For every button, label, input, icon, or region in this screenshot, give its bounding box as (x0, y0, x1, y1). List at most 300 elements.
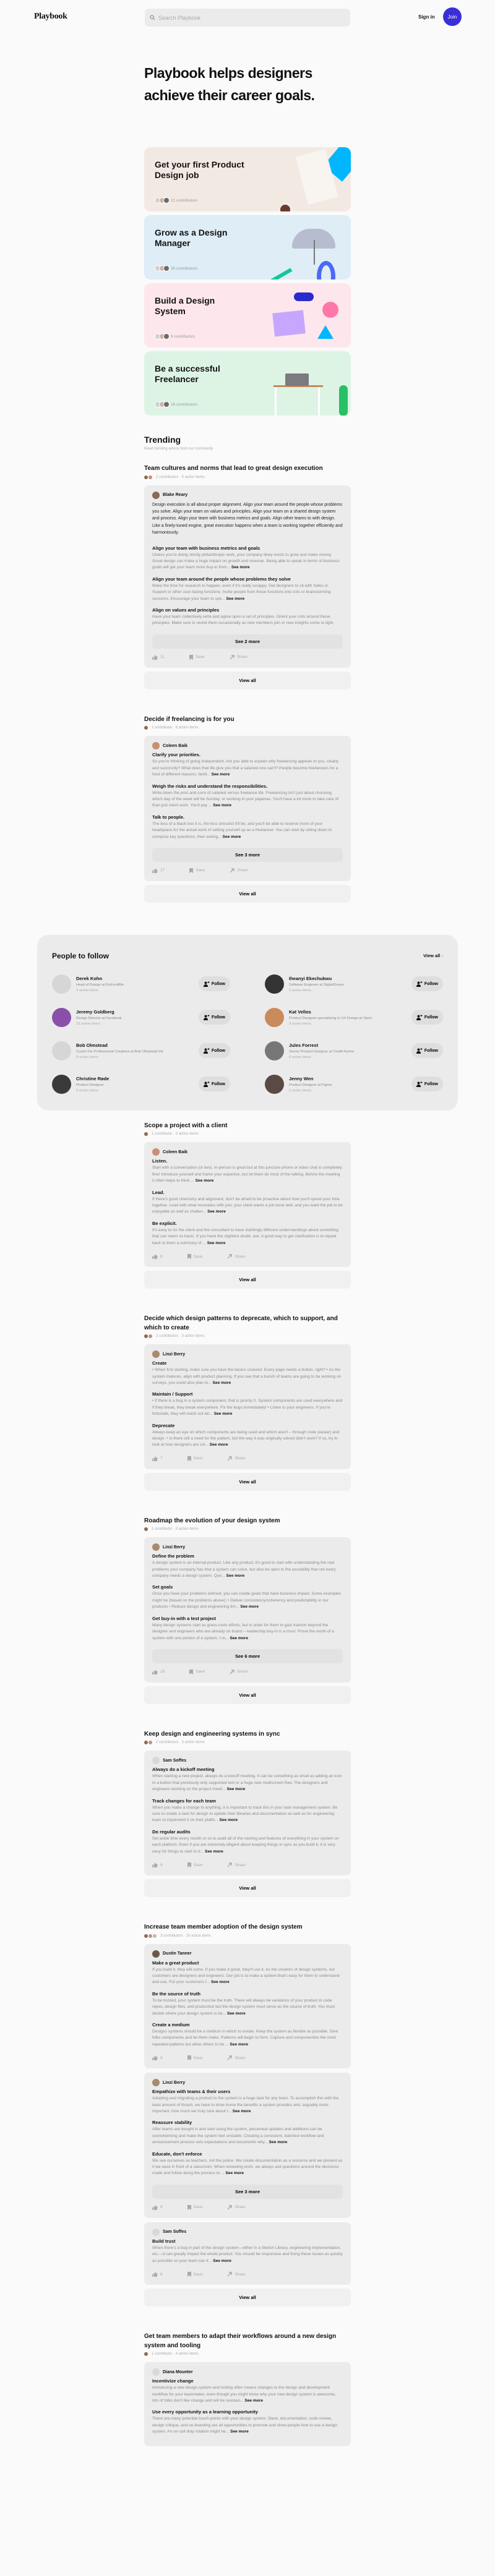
action-item-title[interactable]: Set goals (152, 1584, 173, 1590)
save-button[interactable] (187, 1254, 215, 1259)
see-more-items-button[interactable]: See 3 more (152, 848, 343, 862)
action-item-body: Many design systems start as grass-roots efforts, but in order for them to gain traction beyond the designer and engineers who are already on board – leadership buy-in is a must. Prove the worth of a system with one portion of a system. I re... (152, 1623, 334, 1640)
author[interactable] (152, 2079, 343, 2086)
share-button[interactable] (230, 655, 260, 660)
see-more-link[interactable]: See more (226, 2011, 246, 2016)
topic-title[interactable]: Increase team member adoption of the design system (144, 1924, 303, 1931)
goal-title: Build a Design System (155, 296, 215, 316)
follow-label: Follow (211, 1015, 225, 1020)
thumbs-up-icon (152, 1862, 160, 1867)
people-view-all-link[interactable] (423, 953, 443, 958)
action-item-title[interactable]: Be explicit. (152, 1220, 177, 1226)
see-more-link[interactable]: See more (209, 1443, 228, 1448)
contributor-avatars (155, 401, 168, 407)
like-button[interactable] (152, 2272, 175, 2277)
view-all-button[interactable]: View all (144, 885, 351, 903)
action-item-body: Once you have your problems defined, you can create goals that have business impact. Some examples might be (based on the problems above): • Deliver consistency/coherency and predictability in our products • Reduce design and engineering tim... (152, 1592, 341, 1610)
advice-card (144, 1142, 351, 1267)
action-item-title[interactable]: Build trust (152, 2238, 176, 2244)
share-arrow-icon (230, 868, 237, 873)
topic-title[interactable]: Team cultures and norms that lead to great design execution (144, 465, 323, 472)
card-actions (152, 2053, 343, 2063)
person-name[interactable]: Iheanyi Ekechukwu (289, 975, 332, 981)
share-arrow-icon (227, 1254, 235, 1259)
save-button[interactable] (187, 2205, 215, 2210)
header (0, 0, 495, 33)
like-count: 18 (160, 1670, 165, 1674)
add-user-icon (416, 1048, 423, 1054)
topic-title[interactable]: Roadmap the evolution of your design system (144, 1517, 280, 1524)
see-more-link[interactable]: See more (207, 1209, 226, 1214)
view-all-button[interactable]: View all (144, 1879, 351, 1897)
bookmark-icon (189, 1670, 196, 1674)
author[interactable] (152, 1350, 343, 1358)
avatar (144, 726, 148, 730)
author-avatar (152, 1543, 160, 1551)
topic-section (144, 1315, 351, 1491)
action-item (152, 607, 343, 627)
person-avatar[interactable] (52, 1008, 71, 1027)
advice-card (144, 736, 351, 881)
action-item-title[interactable]: Create a medium (152, 2022, 190, 2028)
person-avatar[interactable] (52, 975, 71, 994)
bookmark-icon (187, 2055, 194, 2060)
action-item-body: When there's a bug in part of the design system—either in a Sketch Library, engineering implementation, etc.—it can greatly impact the whole product. You should be responsive and fixing these issues as quickly as possible so your team can tr... (152, 2245, 343, 2263)
follow-label: Follow (424, 981, 438, 986)
like-button[interactable] (152, 2205, 175, 2210)
person-action-count: 2 action items (289, 988, 311, 992)
person-name[interactable]: Christine Røde (76, 1075, 110, 1081)
person-action-count: 23 action items (76, 1021, 100, 1026)
person-role: Head of Design at GoFundMe (76, 983, 124, 987)
action-item (152, 1360, 343, 1386)
contributor-avatars (144, 1527, 148, 1531)
author[interactable] (152, 742, 343, 749)
topic-meta-text: 1 contributor · 3 action items (152, 1132, 199, 1137)
goal-card[interactable] (144, 283, 351, 348)
person-name[interactable]: Derek Kohn (76, 975, 103, 981)
view-all-button[interactable]: View all (144, 1271, 351, 1289)
search-placeholder: Search Playbook (158, 14, 201, 21)
share-button[interactable] (227, 2272, 257, 2277)
add-user-icon (204, 1015, 210, 1020)
like-button[interactable] (152, 1456, 175, 1461)
person-role: Design Director at Facebook (76, 1016, 122, 1020)
share-arrow-icon (230, 1670, 237, 1674)
see-more-link[interactable]: See more (226, 1574, 245, 1579)
follow-button[interactable] (411, 1077, 443, 1091)
action-item-title[interactable]: Listen. (152, 1158, 168, 1164)
person-row (52, 971, 230, 997)
action-item-text (152, 1998, 343, 2017)
action-item-title[interactable]: Align your team with business metrics and goals (152, 545, 260, 551)
add-user-icon (416, 1015, 423, 1020)
share-label: Share (235, 1862, 246, 1867)
author-name: Sam Soffes (163, 2230, 187, 2235)
see-more-link[interactable]: See more (210, 1980, 230, 1985)
see-more-link[interactable]: See more (225, 2171, 244, 2176)
goal-title: Get your first Product Design job (155, 160, 244, 180)
share-button[interactable] (227, 1862, 257, 1867)
action-item-title[interactable]: Deprecate (152, 1422, 175, 1428)
follow-button[interactable] (199, 1010, 230, 1025)
view-all-button[interactable]: View all (144, 672, 351, 689)
action-item-title[interactable]: Align on values and principles (152, 607, 220, 613)
add-user-icon (416, 981, 423, 987)
save-button[interactable] (187, 2055, 215, 2060)
follow-label: Follow (424, 1015, 438, 1020)
share-button[interactable] (227, 1456, 257, 1461)
topic-meta (144, 1334, 351, 1338)
action-item (152, 1798, 343, 1824)
sign-in-link[interactable]: Sign in (418, 14, 435, 20)
page-headline: Playbook helps designers achieve their career goals. (144, 65, 315, 103)
action-item-title[interactable]: Reassure stability (152, 2120, 192, 2126)
action-item (152, 1221, 343, 1247)
join-button[interactable]: Join (443, 7, 462, 26)
follow-button[interactable] (411, 1043, 443, 1058)
action-item-title[interactable]: Create (152, 1360, 167, 1367)
action-item-title[interactable]: Be the source of truth (152, 1990, 200, 1997)
person-name[interactable]: Jules Forrest (289, 1042, 319, 1048)
action-item-text (152, 1196, 343, 1216)
contributor-avatars (144, 2352, 148, 2356)
card-actions (152, 1252, 343, 1261)
action-item-title[interactable]: Do regular audits (152, 1828, 191, 1835)
advice-card (144, 1537, 351, 1683)
action-item-title[interactable]: Talk to people. (152, 814, 184, 820)
topic-title[interactable]: Decide which design patterns to deprecate, which to support, and which to create (144, 1315, 338, 1331)
thumbs-up-icon (152, 868, 160, 873)
see-more-link[interactable]: See more (244, 2398, 264, 2403)
action-item-title[interactable]: Get buy-in with a test project (152, 1615, 216, 1621)
people-title: People to follow (52, 951, 109, 960)
goal-card[interactable] (144, 147, 351, 211)
avatar (148, 1934, 152, 1938)
save-label: Save (193, 1862, 203, 1867)
avatar (153, 1934, 157, 1938)
see-more-link[interactable]: See more (226, 596, 245, 601)
action-item (152, 1553, 343, 1579)
goal-contributors (155, 265, 197, 271)
like-count: 7 (160, 1456, 163, 1461)
action-item-title[interactable]: Incentivize change (152, 2378, 194, 2384)
action-item-title[interactable]: Educate, don't enforce (152, 2151, 202, 2157)
bookmark-icon (187, 1456, 194, 1461)
see-more-link[interactable]: See more (205, 1849, 223, 1854)
share-button[interactable] (227, 2205, 257, 2210)
person-info (76, 976, 199, 992)
share-arrow-icon (230, 655, 237, 660)
topic-meta-text: 1 contributor · 9 action items (152, 1527, 199, 1532)
follow-label: Follow (211, 981, 225, 986)
see-more-link[interactable]: See more (207, 1240, 226, 1245)
author-avatar (152, 2228, 160, 2236)
see-more-link[interactable]: See more (213, 1412, 233, 1417)
see-more-link[interactable]: See more (230, 1636, 249, 1640)
action-item (152, 2378, 343, 2404)
see-more-link[interactable]: See more (222, 834, 241, 839)
action-item-body: If you build it, they will come. If you make it great, they'll use it. As the creators of design systems, our customers are designers and engineers. Our job is to make a system that's easy for them to understand and use. Put your customers f... (152, 1967, 340, 1985)
author-name: Sam Soffes (163, 1758, 187, 1763)
see-more-link[interactable]: See more (269, 2140, 288, 2145)
share-arrow-icon (227, 2272, 235, 2277)
author[interactable] (152, 1148, 343, 1156)
person-role: Senior Product Designer at Credit Karma (289, 1049, 355, 1054)
action-item-body: Write down the pros and cons of salaried versus freelance life. Freelancing isn't just about choosing which day of the week will be Sunday, or working in your pajamas. You'll have a lot more to take care of than just client work. You'll pay ... (152, 790, 338, 808)
topic-title[interactable]: Get team members to adapt their workflows around a new design system and tooling (144, 2333, 337, 2349)
follow-button[interactable] (199, 1043, 230, 1058)
action-item (152, 1584, 343, 1610)
see-more-link[interactable]: See more (195, 1179, 214, 1184)
action-item-title[interactable]: Empathize with teams & their users (152, 2089, 231, 2095)
topic-meta (144, 1934, 351, 1938)
like-count: 9 (160, 1862, 163, 1867)
topic-meta (144, 1741, 351, 1744)
action-item (152, 1960, 343, 1986)
topic-meta (144, 1527, 351, 1531)
see-more-link[interactable]: See more (232, 2109, 251, 2114)
save-button[interactable] (187, 2272, 215, 2277)
contributors-count: 35 contributors (171, 266, 197, 271)
author-avatar (152, 1950, 160, 1958)
search-input[interactable] (145, 9, 350, 27)
action-item-title[interactable]: Weigh the risks and understand the responsibilities. (152, 783, 268, 789)
action-item-title[interactable]: Use every opportunity as a learning opportunity (152, 2409, 258, 2415)
person-name[interactable]: Kat Vellos (289, 1009, 311, 1015)
avatar (148, 1741, 152, 1744)
contributor-avatars (155, 197, 168, 203)
see-more-link[interactable]: See more (230, 2429, 249, 2434)
action-item-title[interactable]: Lead. (152, 1189, 165, 1195)
author-name: Coleen Baik (163, 743, 188, 748)
action-item-body: When you make a change to anything, it is important to track this in your task management system. Be sure to create a task for design to update their libraries and documentation as well as for engineering team to implement it on their platfo... (152, 1805, 338, 1823)
person-avatar[interactable] (52, 1041, 71, 1060)
person-info (76, 1076, 199, 1093)
action-item-text (152, 1398, 343, 1417)
advice-card (144, 2073, 351, 2218)
topic-title[interactable]: Scope a project with a client (144, 1122, 228, 1129)
action-item-title[interactable]: Clarify your priorities. (152, 752, 200, 758)
person-avatar[interactable] (52, 1075, 71, 1094)
like-count: 8 (160, 1254, 163, 1259)
avatar (144, 1132, 148, 1136)
see-more-link[interactable]: See more (226, 1787, 246, 1792)
person-info (289, 1043, 411, 1059)
contributors-count: 21 contributors (171, 198, 197, 203)
action-item-title[interactable]: Maintain / Support (152, 1391, 193, 1397)
see-more-link[interactable]: See more (230, 2042, 249, 2047)
main-column-continued (144, 1122, 351, 2446)
action-item (152, 1391, 343, 1417)
avatar (163, 401, 170, 407)
action-item-body: Always keep an eye on which components are being used and which aren't – through code (easier) and design. • Is there still a need for the pattern, but the way it was originally solved didn't work? If so, try to look at how designers are sol... (152, 1430, 340, 1448)
save-button[interactable] (189, 1670, 217, 1674)
author-avatar (152, 2368, 160, 2376)
save-button[interactable] (189, 655, 217, 660)
card-actions (152, 1860, 343, 1870)
topic-title[interactable]: Decide if freelancing is for you (144, 715, 235, 723)
save-button[interactable] (187, 1862, 215, 1867)
goal-title: Grow as a Design Manager (155, 228, 228, 248)
share-button[interactable] (227, 1254, 257, 1259)
like-button[interactable] (152, 1670, 177, 1674)
chevron-right-icon: › (441, 952, 443, 958)
thumbs-up-icon (152, 1670, 160, 1674)
share-label: Share (235, 2205, 246, 2210)
person-name[interactable]: Bob Olmstead (76, 1042, 108, 1048)
save-button[interactable] (189, 868, 217, 873)
see-more-link[interactable]: See more (211, 772, 230, 777)
action-item-text (152, 1591, 343, 1610)
thumbs-up-icon (152, 1456, 160, 1461)
like-button[interactable] (152, 1862, 175, 1867)
follow-button[interactable] (411, 1010, 443, 1025)
like-count: 17 (160, 868, 165, 873)
author-avatar (152, 742, 160, 749)
avatar (144, 1741, 148, 1744)
author[interactable] (152, 1950, 343, 1958)
author[interactable] (152, 1543, 343, 1551)
action-item-body: Designs systems should be a medium in which to create. Keep the system as flexible as possible. Give folks components and let them make. Patterns will begin to form. Capture and componentize the most repeated patterns but allow others to be ... (152, 2029, 338, 2047)
author[interactable] (152, 1757, 343, 1764)
follow-button[interactable] (199, 976, 230, 991)
advice-card (144, 1944, 351, 2069)
see-more-link[interactable]: See more (212, 1380, 231, 1385)
action-item-body: Set aside time every month or so to audit all of the naming and features of everything in your system on each platform. Even if you are extremely diligent about keeping things in sync as you build it, it is very easy for things to start to d... (152, 1836, 339, 1854)
contributor-avatars (144, 1741, 153, 1744)
share-button[interactable] (227, 2055, 257, 2060)
share-label: Share (237, 1670, 248, 1674)
action-item-text (152, 1165, 343, 1184)
like-button[interactable] (152, 868, 177, 873)
action-item-text (152, 1623, 343, 1642)
contributors-count: 9 contributors (171, 334, 196, 339)
logo[interactable]: Playbook (34, 12, 67, 21)
like-button[interactable] (152, 655, 177, 660)
person-avatar[interactable] (265, 1008, 284, 1027)
action-item-body: Make the time for research to happen, even if it's really scrappy. Get designers to sit with Sales or Support or other user-facing functions. Invite people from those functions into crits or brainstorming sessions. Encourage your team to spe... (152, 583, 331, 601)
view-all-label: View all (423, 952, 441, 958)
contributor-avatars (144, 726, 148, 730)
action-item (152, 2238, 343, 2264)
person-name[interactable]: Jenny Wen (289, 1075, 314, 1081)
topic-meta-text: 2 contributors · 3 action items (156, 1334, 205, 1339)
topic-meta (144, 2352, 351, 2356)
action-item (152, 1158, 343, 1184)
action-item-title[interactable]: Make a great product (152, 1960, 199, 1966)
share-label: Share (235, 2055, 246, 2060)
advice-card (144, 2362, 351, 2446)
topic-meta (144, 476, 351, 479)
see-more-link[interactable]: See more (219, 1818, 238, 1823)
person-info (289, 1076, 411, 1093)
action-item-title[interactable]: Track changes for each team (152, 1798, 216, 1804)
action-item-body: We see ourselves as teachers, not the police. We create documentation as a resource and we present as if we were in front of a classroom. When reviewing work, we always ask questions around the decisions made and follow along the process to ... (152, 2158, 343, 2176)
card-actions (152, 866, 343, 876)
see-more-items-button[interactable]: See 3 more (152, 2185, 343, 2199)
action-item (152, 1767, 343, 1793)
action-item-text (152, 2416, 343, 2435)
add-user-icon (204, 1081, 210, 1087)
card-actions (152, 1454, 343, 1464)
follow-label: Follow (424, 1081, 438, 1086)
share-arrow-icon (227, 1456, 235, 1461)
people-to-follow (37, 935, 458, 1111)
person-action-count: 3 action items (289, 1021, 311, 1026)
advice-card (144, 2222, 351, 2285)
action-item-text (152, 1836, 343, 1855)
action-item-title[interactable]: Define the problem (152, 1553, 194, 1559)
author[interactable] (152, 492, 343, 499)
person-avatar[interactable] (265, 1041, 284, 1060)
avatar (148, 476, 152, 479)
view-all-button[interactable]: View all (144, 1686, 351, 1704)
follow-button[interactable] (411, 976, 443, 991)
save-button[interactable] (187, 1456, 215, 1461)
action-item-body: • When first starting, make sure you have the basics covered. Every page needs a button, right? • As the system matures, align with product planning. If you see that a bunch of teams are going to be working on surveys, you could also plan to... (152, 1368, 342, 1385)
see-more-link[interactable]: See more (213, 2258, 231, 2263)
action-item-text (152, 614, 343, 627)
follow-button[interactable] (199, 1077, 230, 1091)
action-item-title[interactable]: Align your team around the people whose problems they solve (152, 576, 291, 582)
contributor-avatars (155, 265, 168, 271)
goal-card[interactable] (144, 351, 351, 416)
avatar (144, 1527, 148, 1531)
action-item-text (152, 1367, 343, 1386)
author[interactable] (152, 2368, 343, 2376)
author[interactable] (152, 2228, 343, 2236)
action-item (152, 2120, 343, 2146)
goal-contributors (155, 333, 195, 339)
topic-meta-text: 1 contributor · 6 action items (152, 726, 199, 730)
share-button[interactable] (230, 1670, 260, 1674)
share-button[interactable] (230, 868, 260, 873)
action-item-title[interactable]: Always do a kickoff meeting (152, 1767, 215, 1773)
see-more-items-button[interactable]: See 2 more (152, 634, 343, 649)
action-item-body: A design system is an internal product. Like any product, it's good to start with understanding the real problems your company has that a system can solve, but also be open to the possibility that not every company needs a design system. Que... (152, 1561, 336, 1579)
person-action-count: 9 action items (76, 1055, 98, 1059)
person-action-count: 3 action items (289, 1088, 311, 1093)
action-item-text (152, 821, 343, 840)
view-all-button[interactable]: View all (144, 1473, 351, 1491)
see-more-items-button[interactable]: See 6 more (152, 1649, 343, 1663)
action-item-text (152, 1967, 343, 1986)
author-avatar (152, 1148, 160, 1156)
see-more-link[interactable]: See more (240, 1605, 259, 1610)
goal-cards (144, 147, 351, 416)
see-more-link[interactable]: See more (213, 803, 232, 808)
action-item (152, 1616, 343, 1642)
person-avatar[interactable] (265, 1075, 284, 1094)
person-name[interactable]: Jeremy Goldberg (76, 1009, 114, 1015)
topic-title[interactable]: Keep design and engineering systems in sync (144, 1730, 280, 1738)
see-more-link[interactable]: See more (231, 565, 250, 570)
action-item (152, 783, 343, 809)
action-item (152, 814, 343, 840)
view-all-button[interactable]: View all (144, 2288, 351, 2306)
author-avatar (152, 2079, 160, 2086)
like-button[interactable] (152, 1254, 175, 1259)
action-item (152, 1423, 343, 1449)
save-label: Save (193, 1254, 203, 1259)
like-button[interactable] (152, 2055, 175, 2060)
avatar (144, 476, 148, 479)
person-role: Product Designer (76, 1083, 104, 1087)
author-name: Linzi Berry (163, 2080, 186, 2085)
goal-card[interactable] (144, 215, 351, 279)
person-avatar[interactable] (265, 975, 284, 994)
